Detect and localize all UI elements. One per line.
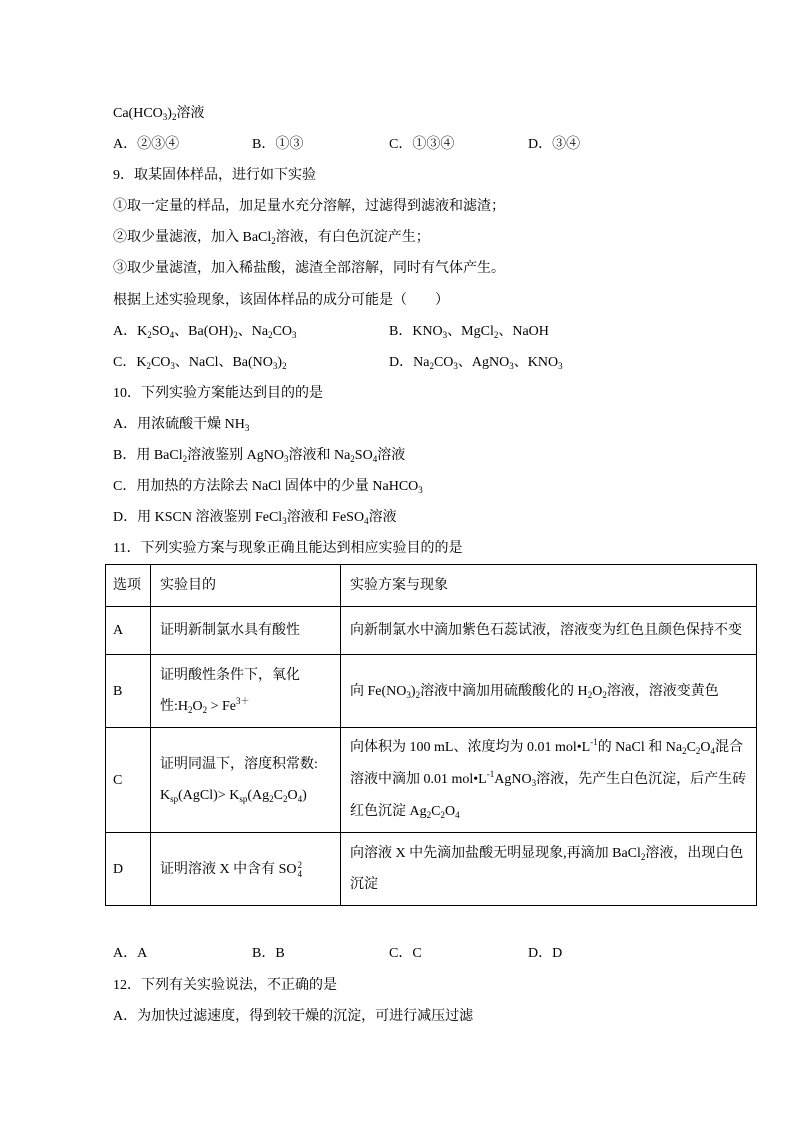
row-option-cell [106, 833, 151, 906]
row-purpose-line: $K_{sp}(AgCl)> K_{sp}(Ag_2C_2O_4)$ [160, 788, 307, 805]
experiment-table [105, 564, 757, 906]
table-row [106, 607, 757, 655]
header-cell-purpose: 实验目的 [151, 565, 341, 607]
q9-options-row-1 [113, 316, 763, 347]
row-option-label: A [113, 623, 124, 639]
row-procedure-line: 向 $Fe(NO_3)_2$溶液中滴加用硫酸酸化的 $H_2O_2$溶液，溶液变黄色 [350, 683, 719, 700]
row-purpose-cell [151, 607, 341, 655]
q9-stem: 9．取某固体样品，进行如下实验 [113, 168, 316, 184]
table-row [106, 728, 757, 833]
table-row [106, 655, 757, 728]
row-option-label: D [113, 861, 124, 877]
row-purpose-line: 证明溶液 X 中含有 SO 2 4 [160, 859, 303, 879]
q9-option-a: A．$K_2SO_4$、$Ba(OH)_2$、$Na_2CO_3$ [113, 323, 297, 340]
q11-option-a: A．A [113, 946, 148, 962]
q9-step-2: ②取少量滤液，加入 BaCl$_2$溶液，有白色沉淀产生； [113, 230, 430, 247]
q11-option-d: D．D [528, 946, 563, 962]
row-option-cell [106, 655, 151, 728]
q8-options [113, 129, 763, 160]
row-option-cell [106, 728, 151, 833]
row-procedure-line: 向体积为 100 mL、浓度均为 0.01 $mol•L^{-1}$的 NaCl 和 $Na_2C_2O_4$混合 [350, 737, 744, 757]
row-procedure-cell [341, 728, 757, 833]
row-purpose-line: 性$:H_2O_2 > Fe^{3+}$ [160, 696, 250, 716]
q9-option-d: D．$Na_2CO_3$、AgNO$_3$、$KNO_3$ [389, 354, 563, 371]
page-content [113, 98, 763, 1032]
q11-stem: 11．下列实验方案与现象正确且能达到相应实验目的的是 [113, 541, 463, 557]
row-purpose-cell [151, 655, 341, 728]
row-procedure-cell [341, 655, 757, 728]
q11-options [113, 938, 763, 969]
q12-stem: 12．下列有关实验说法，不正确的是 [113, 977, 337, 993]
q12-option-a: A．为加快过滤速度，得到较干燥的沉淀，可进行减压过滤 [113, 1008, 474, 1024]
q8-option-d: D．③④ [528, 137, 581, 153]
row-procedure-cell [341, 833, 757, 906]
row-option-cell [106, 607, 151, 655]
header-cell-procedure: 实验方案与现象 [341, 565, 757, 607]
header-cell-option: 选项 [106, 565, 151, 607]
q10-option-c: C．用加热的方法除去 NaCl 固体中的少量 NaHCO$_3$ [113, 479, 423, 496]
q8-option-b: B．①③ [252, 137, 304, 153]
row-procedure-line: 红色沉淀 $Ag_2C_2O_4$ [350, 804, 460, 821]
row-procedure-line: 向新制氯水中滴加紫色石蕊试液，溶液变为红色且颜色保持不变 [350, 623, 742, 639]
q10-option-d: D．用 KSCN 溶液鉴别 FeCl$_3$溶液和 FeSO$_4$溶液 [113, 510, 397, 527]
q8-option-c: C．①③④ [389, 137, 455, 153]
row-purpose-cell [151, 833, 341, 906]
q9-option-b: B．$KNO_3$、MgCl$_2$、NaOH [389, 323, 549, 340]
row-option-label: C [113, 772, 123, 788]
q8-tail-text: $Ca(HCO_3)_2$溶液 [113, 106, 205, 122]
q9-step-3: ③取少量滤渣，加入稀盐酸，滤渣全部溶解，同时有气体产生。 [113, 261, 505, 277]
q9-option-c: C．$K_2CO_3$、NaCl、$Ba(NO_3)_2$ [113, 354, 287, 371]
row-procedure-line: 向溶液 X 中先滴加盐酸无明显现象,再滴加 BaCl$_2$溶液，出现白色 [350, 846, 744, 863]
q11-option-b: B．B [252, 946, 285, 962]
row-option-label: B [113, 683, 123, 699]
q9-question: 根据上述实验现象，该固体样品的成分可能是（ ） [113, 292, 449, 308]
row-purpose-cell [151, 728, 341, 833]
q10-stem: 10．下列实验方案能达到目的的是 [113, 385, 323, 401]
row-procedure-cell [341, 607, 757, 655]
q11-option-c: C．C [389, 946, 422, 962]
q8-option-a: A．②③④ [113, 137, 180, 153]
row-procedure-line: 沉淀 [350, 877, 378, 893]
row-purpose-line: 证明酸性条件下，氧化 [160, 668, 300, 684]
row-procedure-line: 溶液中滴加 0.01 $mol•L^{-1}AgNO_3$溶液，先产生白色沉淀，后产生砖 [350, 769, 747, 789]
q9-step-1: ①取一定量的样品，加足量水充分溶解，过滤得到滤液和滤渣； [113, 199, 505, 215]
q10-option-a: A．用浓硫酸干燥 $NH_3$ [113, 416, 250, 433]
table-row [106, 833, 757, 906]
row-purpose-line: 证明同温下，溶度积常数: [160, 757, 318, 773]
table-header-row [106, 565, 757, 607]
row-purpose-line: 证明新制氯水具有酸性 [160, 623, 300, 639]
q10-option-b: B．用 BaCl$_2$溶液鉴别 AgNO$_3$溶液和 $Na_2SO_4$溶液 [113, 448, 406, 465]
q9-options-row-2 [113, 347, 763, 378]
